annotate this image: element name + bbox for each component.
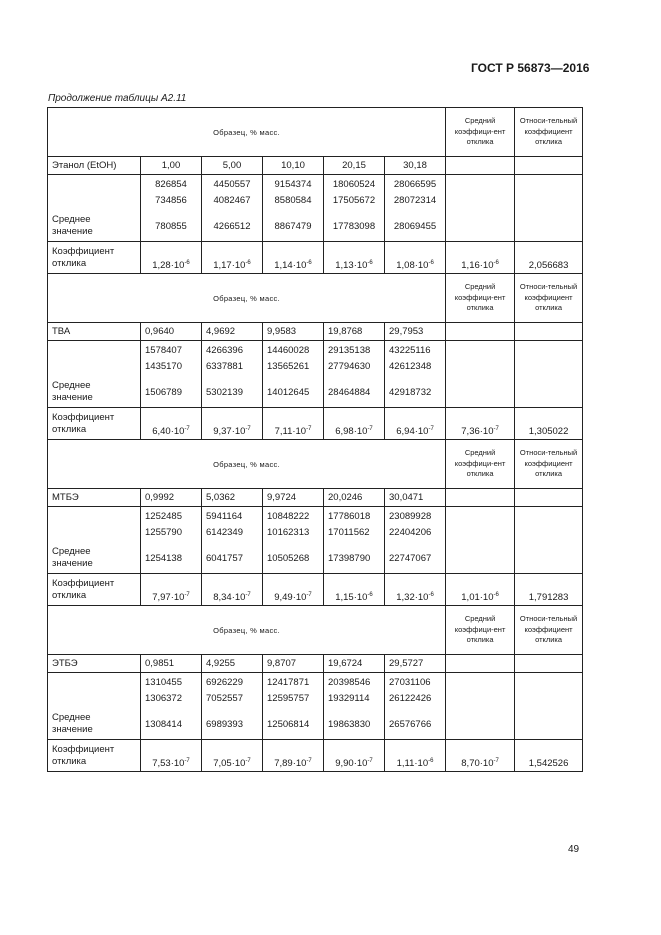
concentration-cell: 4,9692 [202,323,263,341]
area-value-2: 6337881 [206,360,243,372]
coefficient-cell [141,242,202,274]
relative-coefficient-cell [515,242,583,274]
empty-cell [446,489,515,507]
response-coefficient-table [47,107,583,772]
area-mean: 5302139 [206,387,243,398]
coef-label: Коэффициент отклика [52,743,115,767]
compound-name: МТБЭ [48,489,141,507]
coef-exponent: -7 [306,758,312,764]
coef-exponent: -7 [306,592,312,598]
area-value-2: 4082467 [213,194,251,206]
measurement-cell [141,673,202,740]
empty-cell [515,655,583,673]
concentration-cell: 9,9583 [263,323,324,341]
coef-label: Коэффициент отклика [52,577,115,601]
empty-cell [446,507,515,574]
column-header-row [48,606,583,655]
concentration-cell: 29,7953 [385,323,446,341]
area-mean: 22747067 [389,553,432,564]
area-value-1: 4266396 [206,345,243,356]
area-mean: 1506789 [145,387,182,398]
coef-mantissa: 1,01·10 [461,592,494,603]
coef-mantissa: 1,08·10 [396,260,429,271]
coefficient-cell [385,574,446,606]
concentration-cell: 30,0471 [385,489,446,507]
measurement-cell [385,341,446,408]
area-value-1: 12417871 [267,677,310,688]
coefficient-cell [263,242,324,274]
area-value-1: 23089928 [389,511,432,522]
area-value-2: 17505672 [332,194,376,206]
empty-cell [446,175,515,242]
coef-exponent: -7 [367,426,373,432]
coefficient-cell [324,408,385,440]
concentration-cell: 4,9255 [202,655,263,673]
coefficient-cell [202,242,263,274]
coef-mantissa: 7,89·10 [274,758,307,769]
area-value-1: 10848222 [267,511,310,522]
measurement-cell [202,673,263,740]
measurement-cell [263,175,324,242]
area-value-2: 27794630 [328,360,371,372]
measurement-cell [263,673,324,740]
coef-exponent: -6 [367,592,373,598]
coef-mantissa: 1,15·10 [335,592,368,603]
coef-exponent: -6 [493,592,499,598]
area-value-2: 7052557 [206,692,243,704]
concentration-cell: 5,0362 [202,489,263,507]
area-value-1: 14460028 [267,345,310,356]
measurement-cell [263,341,324,408]
area-value-1: 27031106 [389,677,431,688]
coef-exponent: -6 [367,260,373,266]
coef-exponent: -7 [367,758,373,764]
compound-name: Этанол (EtOH) [48,157,141,175]
measurement-row [48,673,583,740]
area-mean: 1254138 [145,553,182,564]
concentration-cell: 20,15 [324,157,385,175]
area-value-2: 12595757 [267,692,310,704]
coef-mantissa: 1,32·10 [396,592,429,603]
coefficient-cell [324,242,385,274]
area-value-2: 1255790 [145,526,182,538]
area-value-1: 4450557 [213,179,251,190]
mean-coef-header: Средний коэффици-ент отклика [446,108,515,157]
coef-exponent: -7 [493,758,499,764]
area-value-2: 6142349 [206,526,243,538]
coefficient-row [48,242,583,274]
coefficient-cell [141,408,202,440]
coef-mantissa: 7,05·10 [213,758,246,769]
empty-cell [446,341,515,408]
coefficient-row [48,408,583,440]
compound-name: ТВА [48,323,141,341]
area-value-2: 734856 [155,194,187,206]
area-value-1: 9154374 [274,179,312,190]
area-mean: 6989393 [206,719,243,730]
column-header-row [48,440,583,489]
compound-name: ЭТБЭ [48,655,141,673]
coefficient-cell [263,740,324,772]
area-mean: 780855 [155,221,187,232]
coef-exponent: -6 [493,260,499,266]
area-value-1: 43225116 [389,345,431,356]
concentration-row [48,323,583,341]
area-value-1: 29135138 [328,345,371,356]
coef-mantissa: 8,70·10 [461,758,494,769]
coef-mantissa: 9,49·10 [274,592,307,603]
area-mean: 8867479 [274,221,312,232]
relative-coefficient: 1,542526 [528,758,569,769]
concentration-cell: 0,9640 [141,323,202,341]
concentration-cell: 1,00 [141,157,202,175]
coef-mantissa: 6,40·10 [152,426,185,437]
area-value-1: 826854 [155,179,187,190]
coef-mantissa: 1,13·10 [335,260,368,271]
empty-cell [446,655,515,673]
measurement-row [48,507,583,574]
measurement-cell [324,175,385,242]
area-value-2: 22404206 [389,526,432,538]
empty-cell [446,323,515,341]
mean-label-cell [48,673,141,740]
table-caption: Продолжение таблицы A2.11 [48,93,187,104]
area-value-1: 1310455 [145,677,182,688]
relative-coefficient-cell [515,740,583,772]
coef-mantissa: 6,98·10 [335,426,368,437]
rel-coef-header: Относи-тельный коэффициент отклика [515,606,583,655]
coef-exponent: -6 [428,592,434,598]
concentration-cell: 29,5727 [385,655,446,673]
measurement-cell [324,507,385,574]
standard-number: ГОСТ Р 56873—2016 [471,61,590,75]
coef-exponent: -6 [245,260,251,266]
area-mean: 14012645 [267,387,310,398]
empty-cell [515,157,583,175]
coef-exponent: -7 [493,426,499,432]
coef-mantissa: 1,16·10 [461,260,494,271]
relative-coefficient: 2,056683 [528,260,569,271]
coefficient-row [48,574,583,606]
coefficient-cell [385,408,446,440]
coef-label-cell [48,574,141,606]
area-value-1: 18060524 [332,179,376,190]
coef-label: Коэффициент отклика [52,245,115,269]
concentration-cell: 0,9851 [141,655,202,673]
measurement-row [48,175,583,242]
relative-coefficient-cell [515,408,583,440]
area-value-2: 42612348 [389,360,432,372]
area-value-1: 28066595 [393,179,437,190]
area-mean: 17398790 [328,553,371,564]
mean-coefficient-cell [446,408,515,440]
area-value-1: 5941164 [206,511,243,522]
mean-coef-header: Средний коэффици-ент отклика [446,440,515,489]
coef-exponent: -7 [306,426,312,432]
area-mean: 19863830 [328,719,371,730]
coef-label-cell [48,740,141,772]
measurement-cell [385,507,446,574]
measurement-cell [141,175,202,242]
empty-cell [446,673,515,740]
coef-mantissa: 7,97·10 [152,592,185,603]
coefficient-cell [385,242,446,274]
sample-header: Образец, % масс. [48,440,446,489]
mean-label: Среднее значение [52,214,93,237]
area-value-2: 17011562 [328,526,370,538]
coef-exponent: -7 [245,758,251,764]
mean-label: Среднее значение [52,380,93,403]
coefficient-cell [263,408,324,440]
coefficient-cell [263,574,324,606]
coefficient-cell [141,574,202,606]
coef-mantissa: 7,53·10 [152,758,185,769]
measurement-row [48,341,583,408]
relative-coefficient: 1,791283 [528,592,569,603]
measurement-cell [324,341,385,408]
coef-exponent: -7 [245,592,251,598]
area-value-2: 19329114 [328,692,370,704]
column-header-row [48,108,583,157]
coef-label-cell [48,242,141,274]
coefficient-cell [385,740,446,772]
measurement-cell [385,175,446,242]
measurement-cell [202,507,263,574]
area-mean: 12506814 [267,719,310,730]
area-value-2: 13565261 [267,360,310,372]
relative-coefficient: 1,305022 [528,426,569,437]
measurement-cell [263,507,324,574]
coef-exponent: -7 [245,426,251,432]
coef-exponent: -6 [306,260,312,266]
mean-coef-header: Средний коэффици-ент отклика [446,606,515,655]
coef-exponent: -6 [428,260,434,266]
coefficient-cell [202,574,263,606]
area-value-2: 1306372 [145,692,182,704]
concentration-cell: 0,9992 [141,489,202,507]
concentration-row [48,157,583,175]
coefficient-cell [324,740,385,772]
area-mean: 28464884 [328,387,371,398]
coef-mantissa: 1,17·10 [213,260,246,271]
area-mean: 4266512 [213,221,251,232]
coef-mantissa: 7,11·10 [274,426,307,437]
mean-coef-header: Средний коэффици-ент отклика [446,274,515,323]
rel-coef-header: Относи-тельный коэффициент отклика [515,108,583,157]
area-mean: 6041757 [206,553,243,564]
area-mean: 1308414 [145,719,182,730]
area-value-1: 1252485 [145,511,182,522]
measurement-cell [202,175,263,242]
measurement-cell [141,341,202,408]
mean-label: Среднее значение [52,546,93,569]
concentration-cell: 9,8707 [263,655,324,673]
area-value-1: 1578407 [145,345,182,356]
coef-mantissa: 7,36·10 [461,426,494,437]
coef-exponent: -6 [428,758,434,764]
concentration-cell: 5,00 [202,157,263,175]
coef-label-cell [48,408,141,440]
concentration-cell: 19,8768 [324,323,385,341]
area-value-2: 8580584 [274,194,312,206]
measurement-cell [141,507,202,574]
coefficient-cell [202,740,263,772]
area-mean: 17783098 [332,221,376,232]
coef-exponent: -6 [184,260,190,266]
sample-header: Образец, % масс. [48,108,446,157]
area-mean: 26576766 [389,719,432,730]
mean-label-cell [48,341,141,408]
concentration-cell: 9,9724 [263,489,324,507]
coef-mantissa: 8,34·10 [213,592,246,603]
coef-mantissa: 9,37·10 [213,426,246,437]
coefficient-cell [202,408,263,440]
concentration-cell: 10,10 [263,157,324,175]
column-header-row [48,274,583,323]
coef-label: Коэффициент отклика [52,411,115,435]
concentration-cell: 19,6724 [324,655,385,673]
sample-header: Образец, % масс. [48,606,446,655]
empty-cell [515,175,583,242]
concentration-row [48,489,583,507]
mean-label-cell [48,175,141,242]
measurement-cell [385,673,446,740]
coef-mantissa: 1,11·10 [396,758,429,769]
measurement-cell [324,673,385,740]
rel-coef-header: Относи-тельный коэффициент отклика [515,274,583,323]
empty-cell [446,157,515,175]
coefficient-cell [324,574,385,606]
area-value-1: 6926229 [206,677,243,688]
mean-label-cell [48,507,141,574]
relative-coefficient-cell [515,574,583,606]
empty-cell [515,507,583,574]
mean-coefficient-cell [446,574,515,606]
coef-exponent: -7 [184,758,190,764]
coef-exponent: -7 [184,592,190,598]
mean-coefficient-cell [446,242,515,274]
area-mean: 28069455 [393,221,437,232]
area-value-1: 20398546 [328,677,371,688]
page-number: 49 [568,844,580,855]
area-value-2: 1435170 [145,360,182,372]
area-mean: 10505268 [267,553,310,564]
rel-coef-header: Относи-тельный коэффициент отклика [515,440,583,489]
mean-label: Среднее значение [52,712,93,735]
sample-header: Образец, % масс. [48,274,446,323]
area-value-2: 28072314 [393,194,437,206]
area-value-2: 10162313 [267,526,310,538]
area-value-2: 26122426 [389,692,432,704]
concentration-cell: 20,0246 [324,489,385,507]
coefficient-row [48,740,583,772]
area-mean: 42918732 [389,387,432,398]
measurement-cell [202,341,263,408]
coef-mantissa: 9,90·10 [335,758,368,769]
empty-cell [515,323,583,341]
concentration-row [48,655,583,673]
concentration-cell: 30,18 [385,157,446,175]
coef-exponent: -7 [428,426,434,432]
empty-cell [515,341,583,408]
coefficient-cell [141,740,202,772]
empty-cell [515,489,583,507]
empty-cell [515,673,583,740]
mean-coefficient-cell [446,740,515,772]
area-value-1: 17786018 [328,511,371,522]
coef-mantissa: 1,28·10 [152,260,185,271]
coef-mantissa: 6,94·10 [396,426,429,437]
coef-mantissa: 1,14·10 [274,260,307,271]
coef-exponent: -7 [184,426,190,432]
